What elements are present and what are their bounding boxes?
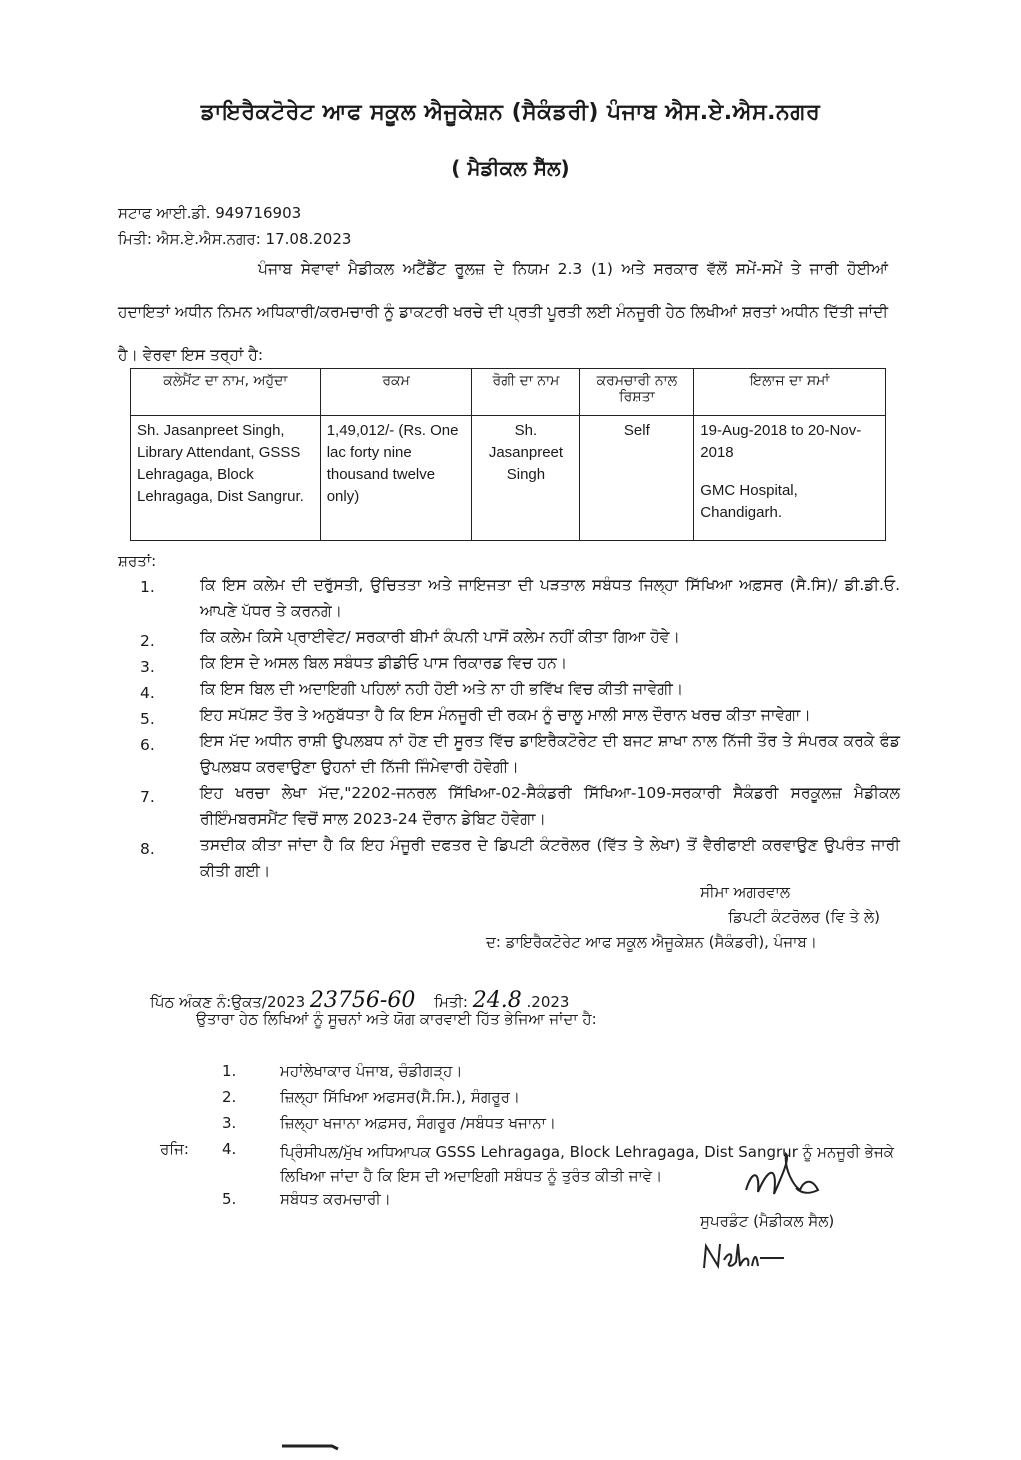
term-text: ਤਸਦੀਕ ਕੀਤਾ ਜਾਂਦਾ ਹੈ ਕਿ ਇਹ ਮੰਜੂਰੀ ਦਫਤਰ ਦੇ ਡਿਪਟੀ ਕੰਟਰੋਲਰ (ਵਿੱਤ ਤੇ ਲੇਖਾ) ਤੋਂ ਵੈਰੀਫਾਈ ਕਰਵਾਉਣ ਉਪਰੰਤ ਜਾਰੀ ਕੀਤੀ ਗਈ।	[200, 836, 900, 880]
header-relation: ਕਰਮਚਾਰੀ ਨਾਲ ਰਿਸ਼ਤਾ	[580, 369, 694, 416]
header-claimant: ਕਲੇਮੈਂਟ ਦਾ ਨਾਮ, ਅਹੁੱਦਾ	[131, 369, 321, 416]
regd-label: ਰਜਿ:	[160, 1140, 189, 1158]
list-item	[160, 1062, 920, 1088]
intro-paragraph: ਪੰਜਾਬ ਸੇਵਾਵਾਂ ਮੈਡੀਕਲ ਅਟੈਂਡੈਂਟ ਰੂਲਜ਼ ਦੇ ਨਿਯਮ 2.3 (1) ਅਤੇ ਸਰਕਾਰ ਵੱਲੋਂ ਸਮੇਂ-ਸਮੇਂ ਤੇ ਜਾਰੀ ਹੋਈਆਂ ਹਦਾਇਤਾਂ ਅਧੀਨ ਨਿਮਨ ਅਧਿਕਾਰੀ/ਕਰਮਚਾਰੀ ਨੂੰ ਡਾਕਟਰੀ ਖਰਚੇ ਦੀ ਪ੍ਰਤੀ ਪੂਰਤੀ ਲਈ ਮੰਨਜੂਰੀ ਹੇਠ ਲਿਖੀਆਂ ਸ਼ਰਤਾਂ ਅਧੀਨ ਦਿੱਤੀ ਜਾਂਦੀ ਹੈ। ਵੇਰਵਾ ਇਸ ਤਰ੍ਹਾਂ ਹੈ:	[118, 260, 888, 364]
term-number: 7.	[140, 788, 155, 806]
endorsement-year: .2023	[526, 993, 570, 1011]
directorate-title: ਡਾਇਰੈਕਟੋਰੇਟ ਆਫ ਸਕੂਲ ਐਜੂਕੇਸ਼ਨ (ਸੈਕੰਡਰੀ) ਪੰਜਾਬ ਐਸ.ਏ.ਐਸ.ਨਗਰ	[200, 100, 821, 125]
endorsement-date-label: ਮਿਤੀ:	[434, 993, 468, 1011]
signatory-designation: ਡਿਪਟੀ ਕੰਟਰੋਲਰ (ਵਿ ਤੇ ਲੇ)	[728, 908, 880, 926]
table-row	[131, 416, 886, 541]
dist-text: ਜ਼ਿਲ੍ਹਾ ਖਜਾਨਾ ਅਫ਼ਸਰ, ਸੰਗਰੂਰ /ਸਬੰਧਤ ਖਜਾਨਾ।	[280, 1114, 557, 1132]
scan-mark	[280, 1440, 340, 1452]
list-item	[140, 676, 900, 702]
dist-number: 5.	[222, 1190, 237, 1208]
dist-number: 4.	[222, 1140, 237, 1158]
dist-text: ਪ੍ਰਿੰਸੀਪਲ/ਮੁੱਖ ਅਧਿਆਪਕ GSSS Lehragaga, Block Lehragaga, Dist Sangrur ਨੂੰ ਮਨਜੂਰੀ ਭੇਜਕੇ ਲਿਖਿਆ ਜਾਂਦਾ ਹੈ ਕਿ ਇਸ ਦੀ ਅਦਾਇਗੀ ਸਬੰਧਤ ਨੂੰ ਤੁਰੰਤ ਕੀਤੀ ਜਾਵੇ।	[280, 1143, 894, 1185]
dist-text: ਮਹਾਂਲੇਖਾਕਾਰ ਪੰਜਾਬ, ਚੰਡੀਗੜ੍ਹ।	[280, 1062, 463, 1080]
medical-cell-subtitle: ( ਮੈਡੀਕਲ ਸੈੱਲ)	[451, 156, 570, 180]
header-amount: ਰਕਮ	[320, 369, 472, 416]
endorsement-date: 24.8	[472, 988, 522, 1013]
dist-text: ਸਬੰਧਤ ਕਰਮਚਾਰੀ।	[280, 1190, 391, 1208]
term-number: 5.	[140, 710, 155, 728]
terms-label: ਸ਼ਰਤਾਂ:	[118, 552, 157, 570]
term-number: 8.	[140, 840, 155, 858]
cell-period-hospital	[694, 416, 886, 541]
term-text: ਇਸ ਮੱਦ ਅਧੀਨ ਰਾਸ਼ੀ ਉਪਲਬਧ ਨਾਂ ਹੋਣ ਦੀ ਸੂਰਤ ਵਿੱਚ ਡਾਇਰੈਕਟੋਰੇਟ ਦੀ ਬਜਟ ਸ਼ਾਖਾ ਨਾਲ ਨਿੱਜੀ ਤੌਰ ਤੇ ਸੰਪਰਕ ਕਰਕੇ ਫੰਡ ਉਪਲਬਧ ਕਰਵਾਉਣਾ ਉਹਨਾਂ ਦੀ ਨਿੱਜੀ ਜਿੰਮੇਵਾਰੀ ਹੋਵੇਗੀ।	[200, 732, 900, 776]
header-patient: ਰੋਗੀ ਦਾ ਨਾਮ	[472, 369, 580, 416]
cell-relation: Self	[580, 416, 694, 541]
signatory-office: ਦ: ਡਾਇਰੈਕਟੋਰੇਟ ਆਫ ਸਕੂਲ ਐਜੂਕੇਸ਼ਨ (ਸੈਕੰਡਰੀ), ਪੰਜਾਬ।	[486, 933, 817, 951]
endorsement-prefix: ਪਿੱਠ ਅੰਕਣ ਨੰ:ਉਕਤ/2023	[150, 993, 306, 1011]
list-item	[160, 1088, 920, 1114]
cell-claimant: Sh. Jasanpreet Singh, Library Attendant, GSSS Lehragaga, Block Lehragaga, Dist Sangrur.	[131, 416, 321, 541]
list-item	[140, 728, 900, 780]
list-item	[160, 1114, 920, 1140]
dist-number: 1.	[222, 1062, 237, 1080]
list-item	[140, 650, 900, 676]
claim-table-header-row	[131, 369, 886, 416]
endorsement-number: 23756-60	[309, 988, 416, 1013]
dist-number: 2.	[222, 1088, 237, 1106]
superintendent-title: ਸੁਪਰਡੰਟ (ਮੈਡੀਕਲ ਸੈਲ)	[700, 1212, 835, 1230]
term-text: ਕਿ ਇਸ ਦੇ ਅਸਲ ਬਿਲ ਸਬੰਧਤ ਡੀਡੀਓ ਪਾਸ ਰਿਕਾਰਡ ਵਿਚ ਹਨ।	[200, 654, 568, 672]
list-item	[140, 702, 900, 728]
list-item	[140, 780, 900, 832]
term-number: 6.	[140, 736, 155, 754]
term-number: 3.	[140, 658, 155, 676]
term-number: 2.	[140, 632, 155, 650]
cell-amount: 1,49,012/- (Rs. One lac forty nine thousand twelve only)	[320, 416, 472, 541]
claim-table	[130, 368, 886, 541]
list-item	[140, 832, 900, 884]
signatory-block	[486, 880, 910, 955]
issue-date: ਮਿਤੀ: ਐਸ.ਏ.ਐਸ.ਨਗਰ: 17.08.2023	[118, 230, 352, 248]
term-text: ਕਿ ਇਸ ਕਲੇਮ ਦੀ ਦਰੁੱਸਤੀ, ਉਚਿਤਤਾ ਅਤੇ ਜਾਇਜਤਾ ਦੀ ਪੜਤਾਲ ਸਬੰਧਤ ਜਿਲ੍ਹਾ ਸਿੱਖਿਆ ਅਫ਼ਸਰ (ਸੈ.ਸਿ)/ ਡੀ.ਡੀ.ਓ. ਆਪਣੇ ਪੱਧਰ ਤੇ ਕਰਨਗੇ।	[200, 576, 900, 620]
list-item	[140, 624, 900, 650]
initials-signature	[700, 1238, 790, 1274]
term-text: ਇਹ ਸਪੱਸ਼ਟ ਤੌਰ ਤੇ ਅਨੁਬੱਧਤਾ ਹੈ ਕਿ ਇਸ ਮੰਨਜੂਰੀ ਦੀ ਰਕਮ ਨੂੰ ਚਾਲੂ ਮਾਲੀ ਸਾਲ ਦੌਰਾਨ ਖਰਚ ਕੀਤਾ ਜਾਵੇਗਾ।	[200, 706, 811, 724]
dist-text: ਜ਼ਿਲ੍ਹਾ ਸਿੱਖਿਆ ਅਫਸਰ(ਸੈ.ਸਿ.), ਸੰਗਰੂਰ।	[280, 1088, 520, 1106]
signatory-name: ਸੀਮਾ ਅਗਰਵਾਲ	[700, 883, 790, 901]
term-text: ਕਿ ਕਲੇਮ ਕਿਸੇ ਪ੍ਰਾਈਵੇਟ/ ਸਰਕਾਰੀ ਬੀਮਾਂ ਕੰਪਨੀ ਪਾਸੋਂ ਕਲੇਮ ਨਹੀਂ ਕੀਤਾ ਗਿਆ ਹੋਵੇ।	[200, 628, 680, 646]
list-item	[140, 572, 900, 624]
treatment-period: 19-Aug-2018 to 20-Nov-2018	[700, 422, 862, 461]
cell-patient: Sh. Jasanpreet Singh	[472, 416, 580, 541]
hospital-name: GMC Hospital, Chandigarh.	[700, 482, 798, 521]
term-number: 4.	[140, 684, 155, 702]
terms-list	[140, 572, 900, 884]
header-treatment-period: ਇਲਾਜ ਦਾ ਸਮਾਂ	[694, 369, 886, 416]
forward-note: ਉਤਾਰਾ ਹੇਠ ਲਿਖਿਆਂ ਨੂੰ ਸੂਚਨਾਂ ਅਤੇ ਯੋਗ ਕਾਰਵਾਈ ਹਿੱਤ ਭੇਜਿਆ ਜਾਂਦਾ ਹੈ:	[196, 1010, 597, 1028]
dist-number: 3.	[222, 1114, 237, 1132]
term-number: 1.	[140, 578, 155, 596]
staff-id: ਸਟਾਫ ਆਈ.ਡੀ. 949716903	[118, 204, 302, 222]
term-text: ਕਿ ਇਸ ਬਿਲ ਦੀ ਅਦਾਇਗੀ ਪਹਿਲਾਂ ਨਹੀ ਹੋਈ ਅਤੇ ਨਾ ਹੀ ਭਵਿੱਖ ਵਿਚ ਕੀਤੀ ਜਾਵੇਗੀ।	[200, 680, 684, 698]
superintendent-signature	[738, 1150, 828, 1206]
term-text: ਇਹ ਖਰਚਾ ਲੇਖਾ ਮੱਦ,"2202-ਜਨਰਲ ਸਿੱਖਿਆ-02-ਸੈਕੰਡਰੀ ਸਿੱਖਿਆ-109-ਸਰਕਾਰੀ ਸੈਕੰਡਰੀ ਸਰਕੂਲਜ਼ ਮੈਡੀਕਲ ਰੀਇੰਮਬਰਸਮੈਂਟ ਵਿਚੋਂ ਸਾਲ 2023-24 ਦੌਰਾਨ ਡੇਬਿਟ ਹੋਵੇਗਾ।	[200, 784, 900, 828]
